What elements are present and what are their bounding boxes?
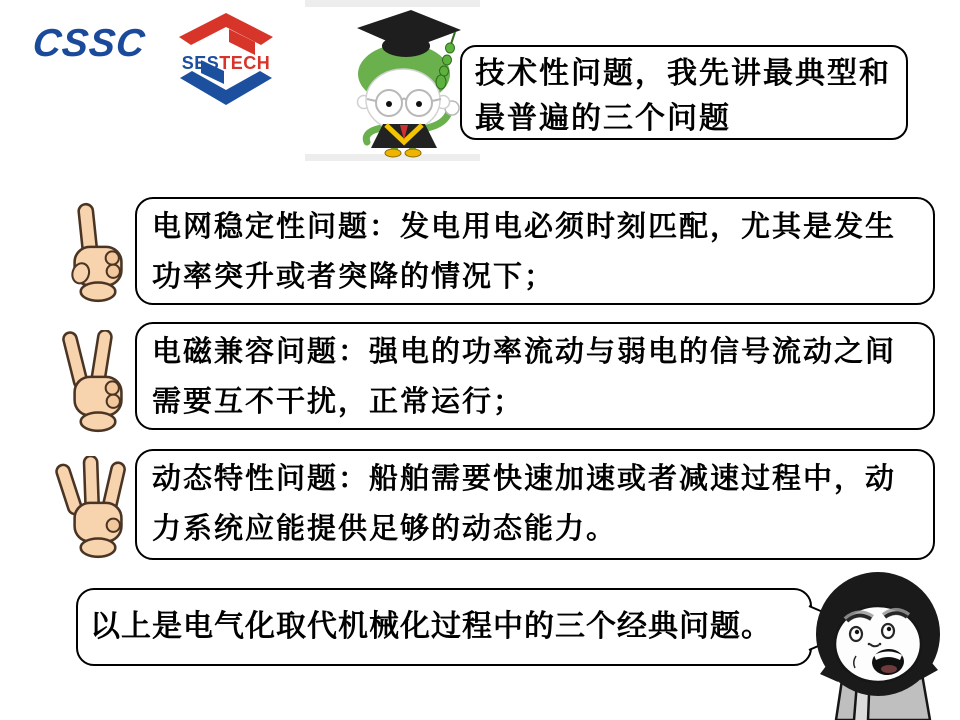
sestech-text-blue: SES [181,53,220,73]
cssc-logo: CSSC [30,22,148,65]
intro-speech-bubble [460,45,908,140]
sestech-text-red: TECH [219,53,271,73]
hand-one-finger-icon [50,200,144,312]
svg-text:SESTECH [182,53,271,73]
sestech-logo-icon [172,10,280,110]
hand-three-fingers-icon [50,456,144,568]
point-3-line-1: 动态特性问题：船舶需要快速加速或者减速过程中，动 [152,463,897,495]
point-3-line-2: 力系统应能提供足够的动态能力。 [152,513,618,545]
point-1-line-2: 功率突升或者突降的情况下； [152,261,556,293]
conclusion-speech-bubble: 以上是电气化取代机械化过程中的三个经典问题。 [76,588,812,666]
point-box-emc [135,322,935,430]
intro-line-1: 技术性问题，我先讲最典型和 [475,57,891,90]
hand-two-fingers-icon [50,330,144,442]
sestech-logo [172,10,280,110]
point-2-line-1: 电磁兼容问题：强电的功率流动与弱电的信号流动之间 [152,336,897,368]
intro-line-2: 最普遍的三个问题 [475,102,731,135]
point-2-line-2: 需要互不干扰，正常运行； [152,386,525,418]
meme-mascot-icon [792,556,960,720]
point-1-line-1: 电网稳定性问题：发电用电必须时刻匹配，尤其是发生 [152,211,897,243]
point-box-grid-stability [135,197,935,305]
point-box-dynamics [135,449,935,560]
graduate-mascot-icon [305,0,480,162]
